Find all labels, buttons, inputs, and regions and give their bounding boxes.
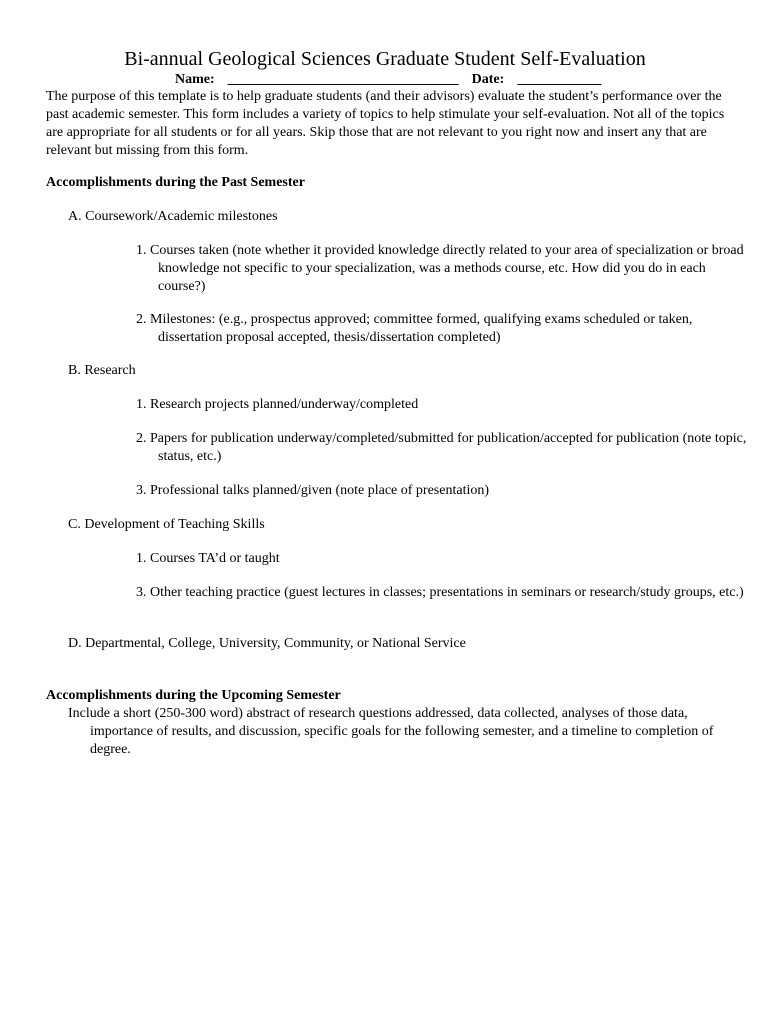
name-date-line [175, 71, 601, 89]
name-field[interactable]: _________________________________ [227, 72, 459, 87]
past-semester-heading: Accomplishments during the Past Semester [46, 175, 305, 190]
upcoming-semester-text: Include a short (250-300 word) abstract of research questions addressed, data collected, analyses of those data, importance of results, and discussion, specific goals for the following semester, and a timeline to completion of degree. [68, 706, 714, 757]
section-b-item: 2. Papers for publication underway/completed/submitted for publication/accepted for publication (note topic, status, etc.) [136, 431, 747, 464]
section-b-item: 3. Professional talks planned/given (note place of presentation) [136, 483, 490, 498]
section-b-heading: B. Research [68, 363, 136, 378]
upcoming-semester-heading: Accomplishments during the Upcoming Semester [46, 688, 341, 703]
document-title: Bi-annual Geological Sciences Graduate Student Self-Evaluation [124, 48, 646, 70]
section-c-item: 1. Courses TA’d or taught [136, 551, 280, 566]
section-c-item: 3. Other teaching practice (guest lectures in classes; presentations in seminars or research/study groups, etc.) [136, 585, 744, 600]
name-label: Name: [175, 72, 215, 87]
section-b-item: 1. Research projects planned/underway/completed [136, 397, 419, 412]
date-label: Date: [471, 72, 505, 87]
section-a-heading: A. Coursework/Academic milestones [68, 209, 278, 224]
intro-paragraph: The purpose of this template is to help graduate students (and their advisors) evaluate the student’s performance over the past academic semester. This form includes a variety of topics to help stimulate your self-evaluation. Not all of the topics are appropriate for all students or for all years. Skip those that are not relevant to you right now and insert any that are relevant but missing from this form. [46, 89, 725, 158]
section-a-item: 2. Milestones: (e.g., prospectus approved; committee formed, qualifying exams scheduled or taken, dissertation proposal accepted, thesis/dissertation completed) [136, 312, 693, 345]
date-field[interactable]: ____________ [517, 72, 602, 87]
section-c-heading: C. Development of Teaching Skills [68, 517, 265, 532]
section-a-item: 1. Courses taken (note whether it provided knowledge directly related to your area of specialization or broad knowledge not specific to your specialization, was a methods course, etc. How did you do in each course?) [136, 243, 744, 294]
section-d-heading: D. Departmental, College, University, Community, or National Service [68, 636, 466, 651]
